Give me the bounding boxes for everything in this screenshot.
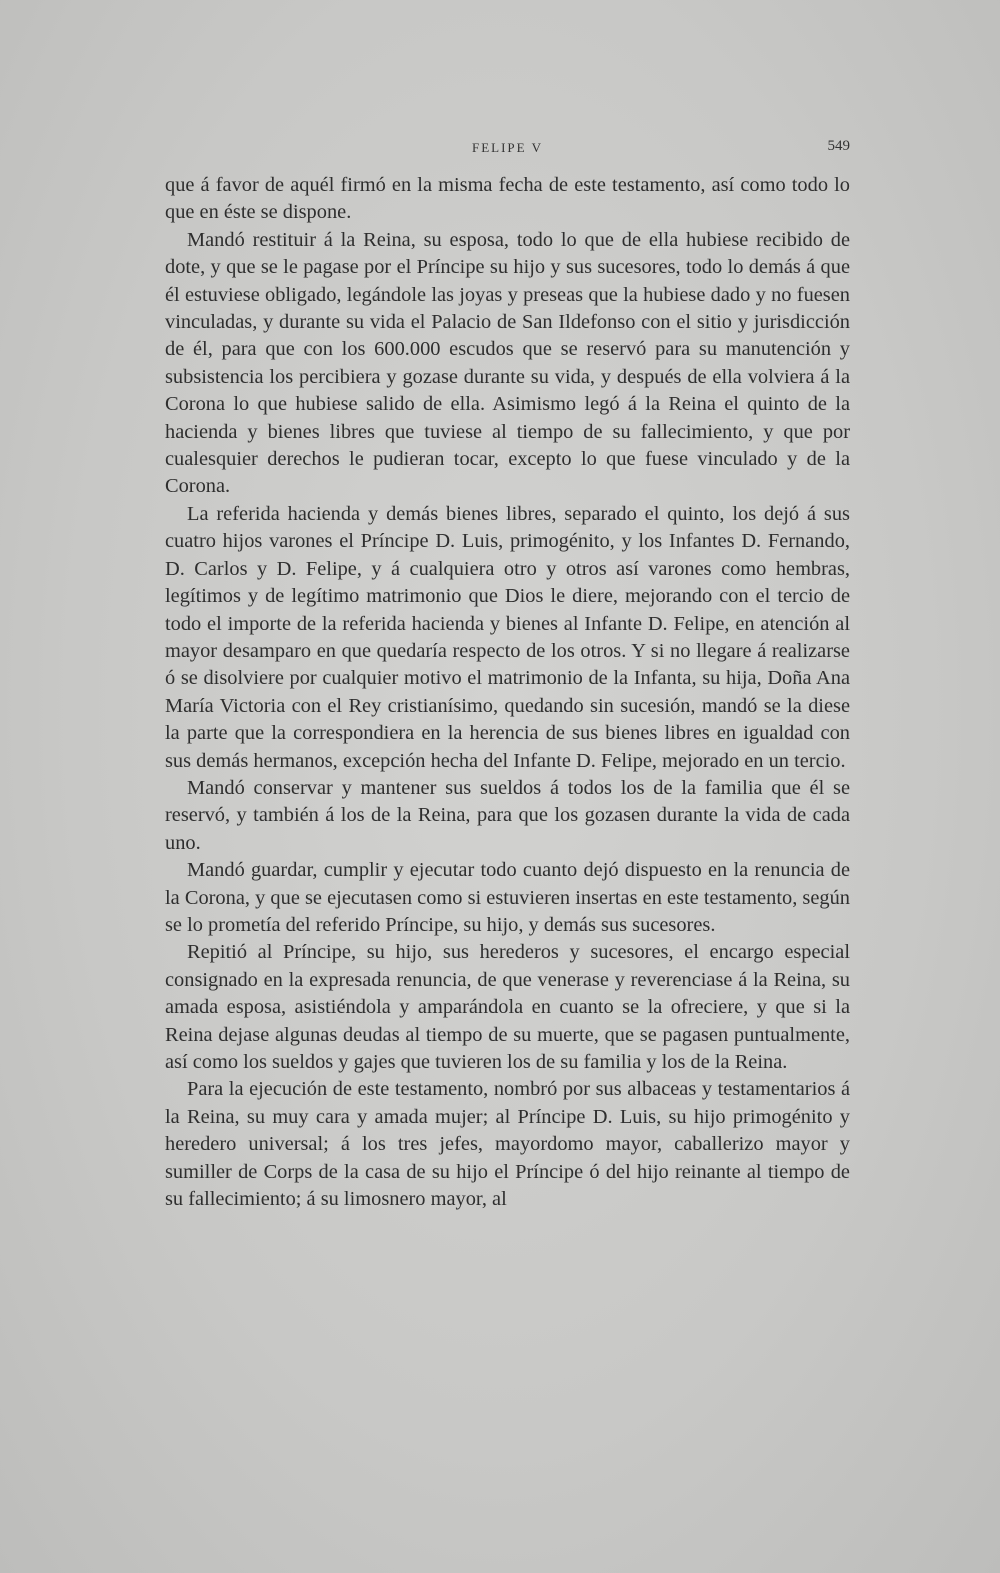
- body-text: [165, 172, 850, 1213]
- page-number: 549: [827, 138, 850, 154]
- paragraph: Mandó restituir á la Reina, su esposa, todo lo que de ella hubiese recibido de dote, y que se le pagase por el Príncipe su hijo y sus sucesores, todo lo demás á que él estuviese obligado, legándole las joyas y preseas que la hubiese dado y no fuesen vinculadas, y durante su vida el Palacio de San Ildefonso con el sitio y jurisdicción de él, para que con los 600.000 escudos que se reservó para su manutención y subsistencia los percibiera y gozase durante su vida, y después de ella volviera á la Corona lo que hubiese salido de ella. Asimismo legó á la Reina el quinto de la hacienda y bienes libres que tuviese al tiempo de su fallecimiento, y que por cualesquier derechos le pudieran tocar, excepto lo que fuese vinculado y de la Corona.: [165, 228, 850, 498]
- paragraph: Para la ejecución de este testamento, nombró por sus albaceas y testamentarios á la Reina, su muy cara y amada mujer; al Príncipe D. Luis, su hijo primogénito y heredero universal; á los tres jefes, mayordomo mayor, caballerizo mayor y sumiller de Corps de la casa de su hijo el Príncipe ó del hijo reinante al tiempo de su fallecimiento; á su limosnero mayor, al: [165, 1078, 850, 1211]
- paragraph: Repitió al Príncipe, su hijo, sus herederos y sucesores, el encargo especial consignado en la expresada renuncia, de que venerase y reverenciase á la Reina, su amada esposa, asistiéndola y amparándola en cuanto se la ofreciere, y que si la Reina dejase algunas deudas al tiempo de su muerte, que se pagasen puntualmente, así como los sueldos y gajes que tuvieren los de su familia y los de la Reina.: [165, 941, 850, 1073]
- paragraph: Mandó guardar, cumplir y ejecutar todo cuanto dejó dispuesto en la renuncia de la Corona, y que se ejecutasen como si estuvieren insertas en este testamento, según se lo prometía del referido Príncipe, su hijo, y demás sus sucesores.: [165, 859, 850, 936]
- paragraph: que á favor de aquél firmó en la misma fecha de este testamento, así como todo lo que en éste se dispone.: [165, 174, 850, 224]
- paragraph: La referida hacienda y demás bienes libres, separado el quinto, los dejó á sus cuatro hijos varones el Príncipe D. Luis, primogénito, y los Infantes D. Fernando, D. Carlos y D. Felipe, y á cualquiera otro y otros así varones como hembras, legítimos y de legítimo matrimonio que Dios le diere, mejorando con el tercio de todo el importe de la referida hacienda y bienes al Infante D. Felipe, en atención al mayor desamparo en que quedaría respecto de los otros. Y si no llegare á realizarse ó se disolviere por cualquier motivo el matrimonio de la Infanta, su hija, Doña Ana María Victoria con el Rey cristianísimo, quedando sin sucesión, mandó se la diese la parte que la correspondiera en la herencia de sus bienes libres en igualdad con sus demás hermanos, excepción hecha del Infante D. Felipe, mejorado en un tercio.: [165, 502, 850, 772]
- paragraph: Mandó conservar y mantener sus sueldos á todos los de la familia que él se reservó, y también á los de la Reina, para que los gozasen durante la vida de cada uno.: [165, 776, 850, 854]
- page-header: [165, 134, 850, 164]
- running-title: FELIPE V: [471, 140, 543, 155]
